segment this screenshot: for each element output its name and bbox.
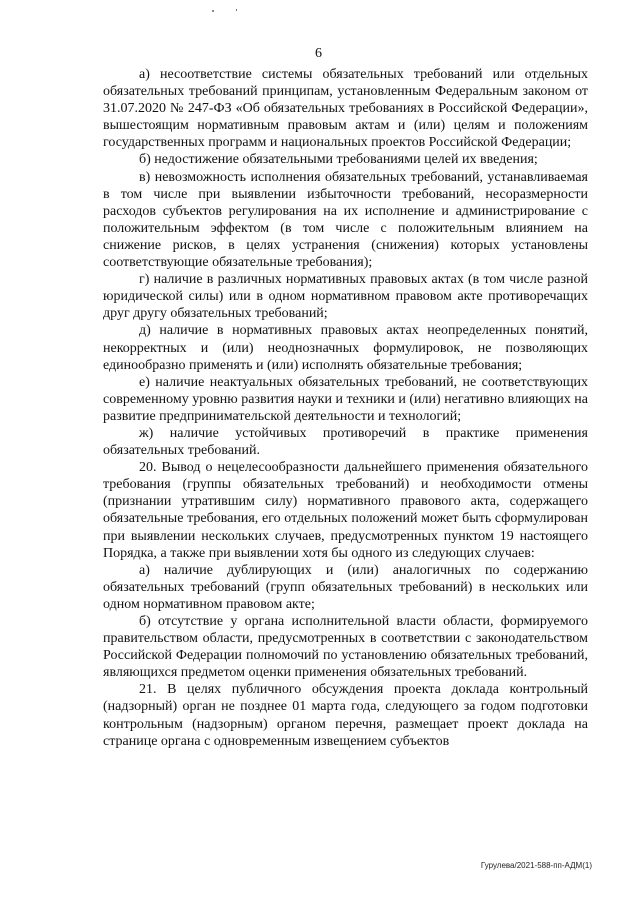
- scan-artifact: [236, 9, 237, 11]
- paragraph: е) наличие неактуальных обязательных требований, не соответствующих современному уровню развития науки и техники и (или) негативно влияющих на развитие предпринимательской деятельности и технологий;: [103, 374, 588, 424]
- paragraph: б) отсутствие у органа исполнительной власти области, формируемого правительством области, предусмотренных в соответствии с законодательством Российской Федерации полномочий по установлению обязательных требований, являющихся предметом оценки применения обязательных требований.: [103, 614, 588, 681]
- paragraph: д) наличие в нормативных правовых актах неопределенных понятий, некорректных и (или) неоднозначных формулировок, не позволяющих единообразно применять и (или) исполнять обязательные требования;: [103, 323, 588, 373]
- paragraph: а) несоответствие системы обязательных требований или отдельных обязательных требований принципам, установленным Федеральным законом от 31.07.2020 № 247-ФЗ «Об обязательных требованиях в Российской Федерации», вышестоящим нормативным правовым актам и (или) целям и положениям государственных программ и национальных проектов Российской Федерации;: [103, 67, 588, 151]
- paragraph: а) наличие дублирующих и (или) аналогичных по содержанию обязательных требований (групп обязательных требований) в нескольких или одном нормативном правовом акте;: [103, 562, 588, 612]
- scan-artifact: [212, 10, 214, 12]
- paragraph: г) наличие в различных нормативных правовых актах (в том числе разной юридической силы) или в одном нормативном правовом акте противоречащих друг другу обязательных требований;: [103, 272, 588, 322]
- paragraph: б) недостижение обязательными требованиями целей их введения;: [139, 152, 538, 168]
- paragraph: ж) наличие устойчивых противоречий в практике применения обязательных требований.: [103, 425, 588, 459]
- paragraph: в) невозможность исполнения обязательных требований, устанавливаемая в том числе при выявлении избыточности требований, несоразмерности расходов субъектов регулирования на их исполнение и администрирование с положительным эффектом (в том числе с положительным влиянием на снижение рисков, в целях устранения (снижения) которых установлены соответствующие обязательные требования);: [103, 169, 588, 271]
- paragraph: 20. Вывод о нецелесообразности дальнейшего применения обязательного требования (группы обязательных требований) и необходимости отмены (признании утратившим силу) нормативного правового акта, содержащего обязательные требования, его отдельных положений может быть сформулирован при выявлении нескольких случаев, предусмотренных пунктом 19 настоящего Порядка, а также при выявлении хотя бы одного из следующих случаев:: [103, 460, 588, 561]
- page-number: 6: [315, 46, 322, 61]
- paragraph: 21. В целях публичного обсуждения проекта доклада контрольный (надзорный) орган не позднее 01 марта года, следующего за годом подготовки контрольным (надзорным) органом перечня, размещает проект доклада на странице органа с одновременным извещением субъектов: [103, 682, 588, 749]
- document-body: [103, 66, 588, 750]
- document-footer: Гурулева/2021-588-пп-АДМ(1): [480, 861, 592, 870]
